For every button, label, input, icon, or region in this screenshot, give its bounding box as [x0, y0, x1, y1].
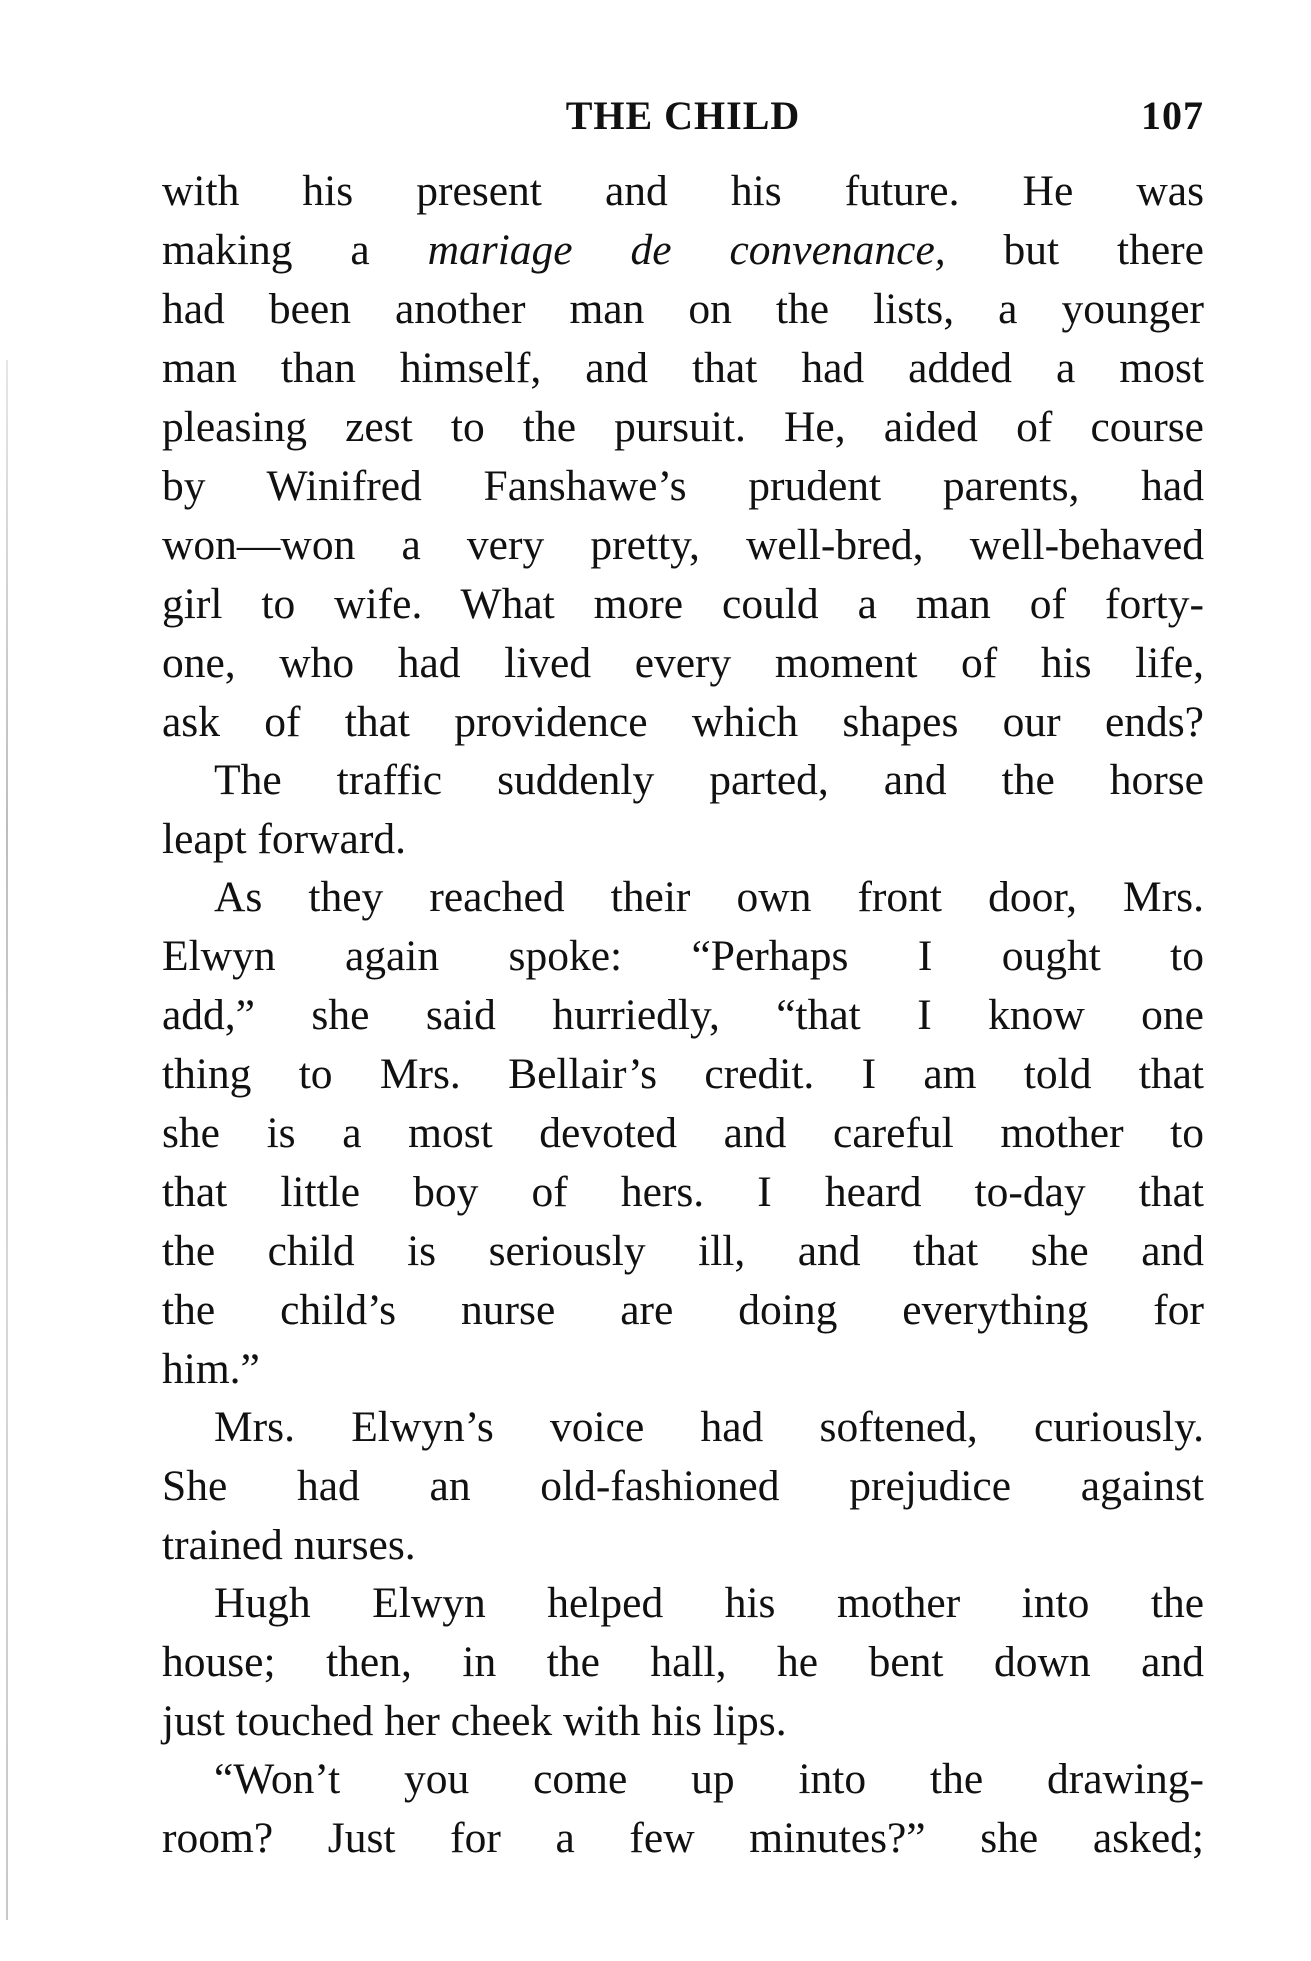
text-line: “Won’t you come up into the drawing- [214, 1755, 1204, 1803]
running-title: THE CHILD [565, 93, 801, 138]
body-text [162, 162, 1204, 1868]
text-line: ask of that providence which shapes our ends? [162, 698, 1204, 746]
text-line [162, 221, 1204, 280]
text-line: won—won a very pretty, well-bred, well-behaved [162, 521, 1204, 569]
text-line: by Winifred Fanshawe’s prudent parents, had [162, 462, 1204, 510]
text-line: girl to wife. What more could a man of forty- [162, 580, 1204, 628]
page-number: 107 [1141, 93, 1204, 138]
text-span: making a [162, 226, 428, 274]
paragraph [162, 1574, 1204, 1751]
text-line: the child is seriously ill, and that she and [162, 1227, 1204, 1275]
text-line: She had an old-fashioned prejudice against [162, 1462, 1204, 1510]
text-line: Hugh Elwyn helped his mother into the [214, 1579, 1204, 1627]
text-line: man than himself, and that had added a most [162, 344, 1204, 392]
text-line: As they reached their own front door, Mrs. [214, 873, 1204, 921]
paragraph [162, 751, 1204, 869]
text-line: pleasing zest to the pursuit. He, aided of course [162, 403, 1204, 451]
text-line: Elwyn again spoke: “Perhaps I ought to [162, 932, 1204, 980]
text-line: with his present and his future. He was [162, 167, 1204, 215]
paragraph [162, 162, 1204, 752]
paragraph [162, 1398, 1204, 1575]
text-line: one, who had lived every moment of his life, [162, 639, 1204, 687]
text-line: trained nurses. [162, 1521, 416, 1569]
text-line: him.” [162, 1345, 260, 1393]
page-header [162, 92, 1204, 152]
text-line: that little boy of hers. I heard to-day that [162, 1168, 1204, 1216]
text-line: just touched her cheek with his lips. [162, 1697, 787, 1745]
text-line: leapt forward. [162, 815, 406, 863]
text-line: she is a most devoted and careful mother to [162, 1109, 1204, 1157]
text-line: room? Just for a few minutes?” she asked; [162, 1814, 1204, 1862]
text-line: thing to Mrs. Bellair’s credit. I am told that [162, 1050, 1204, 1098]
text-line: The traffic suddenly parted, and the horse [214, 756, 1204, 804]
paragraph [162, 1750, 1204, 1868]
text-line: Mrs. Elwyn’s voice had softened, curiously. [214, 1403, 1204, 1451]
paragraph [162, 868, 1204, 1399]
text-line: house; then, in the hall, he bent down and [162, 1638, 1204, 1686]
italic-phrase: mariage de convenance, [427, 226, 946, 274]
text-line: had been another man on the lists, a younger [162, 285, 1204, 333]
binding-edge-shadow [6, 360, 8, 1920]
text-span: but there [945, 226, 1204, 274]
text-line: the child’s nurse are doing everything for [162, 1286, 1204, 1334]
text-line: add,” she said hurriedly, “that I know one [162, 991, 1204, 1039]
